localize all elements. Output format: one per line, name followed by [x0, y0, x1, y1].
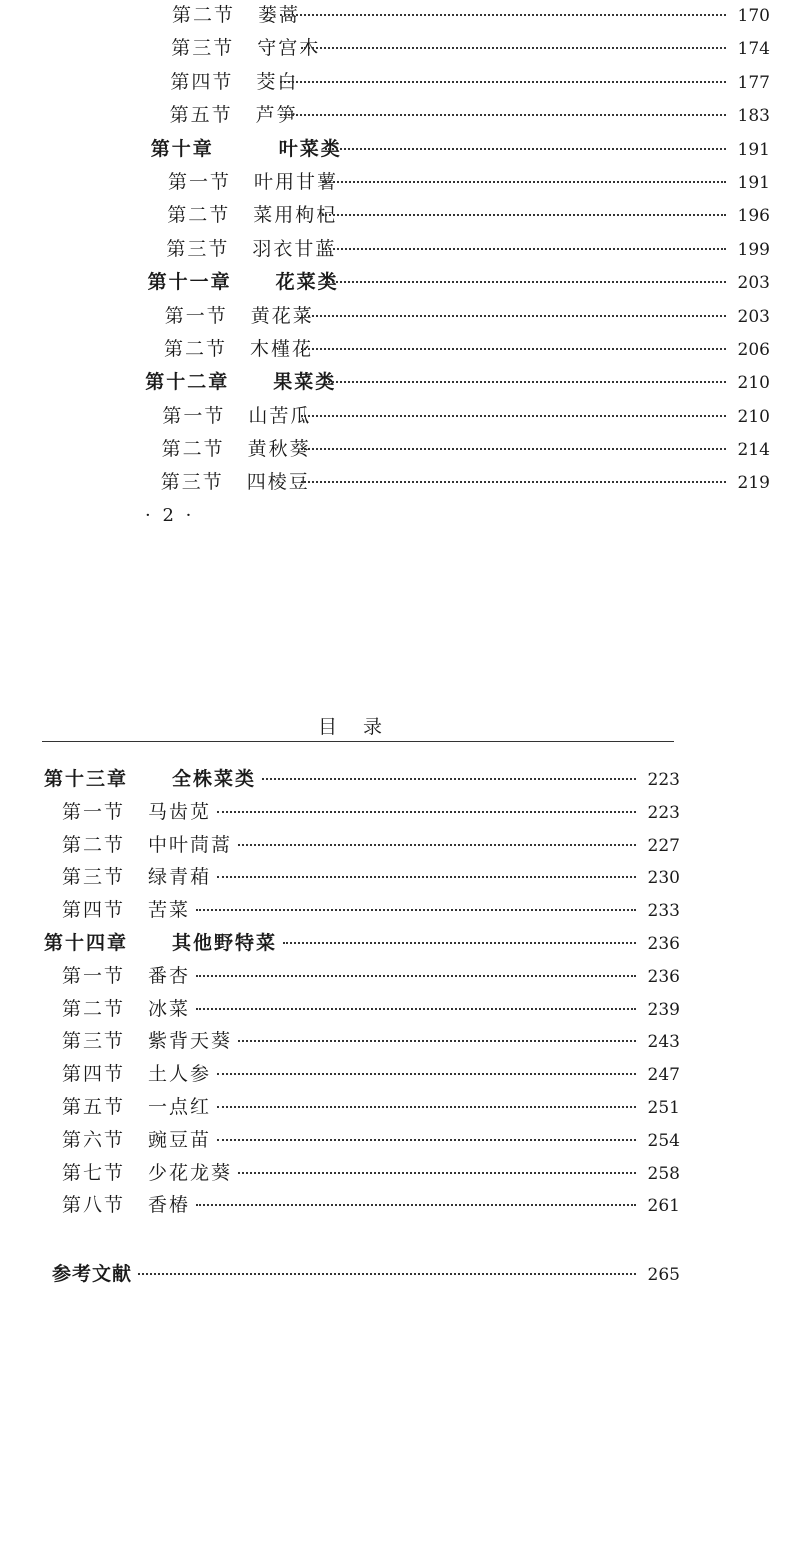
entry-label: [44, 994, 190, 1021]
leader-dots: [238, 1040, 636, 1042]
toc-section-entry: [128, 167, 770, 200]
entry-number: 第五节: [169, 104, 233, 127]
entry-page-number: 210: [737, 406, 770, 427]
entry-title: 香椿: [148, 1194, 191, 1217]
entry-label: [44, 862, 211, 889]
leader-dots: [138, 1273, 636, 1275]
toc-section-entry: [128, 67, 770, 100]
leader-dots: [196, 1008, 636, 1010]
toc-section-entry: [128, 334, 770, 367]
toc-section-entry: [128, 434, 770, 467]
entry-number: 第三节: [160, 471, 224, 494]
entry-page-number: 183: [737, 106, 770, 127]
entry-label: [153, 33, 320, 60]
entry-number: 第三节: [62, 866, 126, 889]
toc-section-entry: [44, 1190, 680, 1223]
entry-number: 第十一章: [147, 271, 232, 294]
entry-number: 第十三章: [44, 768, 129, 790]
entry-title: 叶用甘薯: [254, 170, 339, 193]
leader-dots: [217, 1073, 636, 1075]
toc-section-entry: [44, 895, 680, 928]
entry-number: 第四节: [62, 1063, 126, 1086]
references-title: 参考文献: [52, 1263, 133, 1285]
leader-dots: [301, 448, 726, 450]
toc-section-entry: [44, 830, 680, 863]
entry-label: [146, 334, 313, 361]
entry-label: [149, 200, 337, 227]
entry-page-number: 196: [737, 206, 770, 227]
entry-title: 绿青葙: [148, 866, 212, 889]
entry-page-number: 261: [647, 1196, 680, 1217]
entry-number: 第二节: [161, 438, 225, 461]
entry-title: 木槿花: [250, 337, 314, 360]
entry-label: [145, 367, 336, 394]
entry-page-number: 233: [647, 901, 680, 922]
page-folio: · 2 ·: [145, 505, 195, 526]
leader-dots: [283, 942, 636, 944]
entry-number: 第十二章: [145, 371, 230, 394]
entry-title: 四棱豆: [246, 471, 310, 494]
leader-dots: [301, 348, 726, 350]
entry-page-number: 223: [647, 802, 680, 823]
toc-section-entry: [44, 1059, 680, 1092]
entry-page-number: 170: [737, 6, 770, 26]
entry-page-number: 236: [647, 966, 680, 987]
toc-section-entry: [128, 234, 770, 267]
toc-section-entry: [128, 33, 770, 66]
leader-dots: [280, 114, 726, 116]
entry-label: [144, 401, 311, 428]
entry-page-number: 191: [737, 139, 770, 160]
entry-label: [44, 1026, 232, 1053]
toc-section-entry: [44, 1092, 680, 1125]
toc-chapter-entry: [128, 267, 770, 300]
entry-page-number: 206: [737, 339, 770, 360]
toc-chapter-entry: [128, 367, 770, 400]
leader-dots: [325, 281, 726, 283]
toc-chapter-entry: [44, 928, 680, 961]
leader-dots: [196, 975, 636, 977]
leader-dots: [196, 909, 636, 911]
entry-page-number: 239: [647, 999, 680, 1020]
entry-label: [44, 1158, 232, 1185]
entry-title: 蒌蒿: [258, 4, 301, 26]
entry-title: 少花龙葵: [148, 1161, 233, 1184]
entry-title: 全株菜类: [172, 768, 257, 790]
entry-number: 第八节: [62, 1194, 126, 1217]
leader-dots: [301, 47, 726, 49]
leader-dots: [238, 1172, 636, 1174]
toc-section-entry: [128, 100, 770, 133]
entry-label: [44, 895, 190, 922]
entry-title: 豌豆苗: [148, 1128, 212, 1151]
entry-title: 果菜类: [273, 371, 337, 394]
entry-page-number: 236: [647, 933, 680, 954]
toc-heading: 目录: [318, 716, 409, 738]
leader-dots: [238, 844, 636, 846]
toc-section-entry: [44, 961, 680, 994]
references-page: 265: [647, 1265, 680, 1285]
entry-label: [148, 234, 336, 261]
entry-label: [44, 928, 277, 955]
entry-page-number: 243: [647, 1032, 680, 1053]
leader-dots: [325, 381, 726, 383]
entry-label: [44, 1092, 211, 1119]
entry-title: 中叶茼蒿: [148, 833, 233, 856]
entry-number: 第十章: [150, 137, 214, 160]
entry-label: [152, 100, 298, 127]
entry-page-number: 210: [737, 373, 770, 394]
entry-page-number: 203: [737, 273, 770, 294]
entry-page-number: 203: [737, 306, 770, 327]
entry-number: 第一节: [168, 170, 232, 193]
heading-rule: [42, 741, 674, 742]
leader-dots: [322, 181, 726, 183]
leader-dots: [217, 1106, 636, 1108]
leader-dots: [217, 1139, 636, 1141]
entry-label: [152, 67, 298, 94]
entry-label: [154, 0, 300, 27]
leader-dots: [301, 315, 726, 317]
entry-page-number: 254: [647, 1130, 680, 1151]
leader-dots: [325, 148, 726, 150]
leader-dots: [301, 415, 726, 417]
entry-title: 苦菜: [148, 899, 191, 922]
entry-label: [151, 134, 342, 161]
entry-page-number: 258: [647, 1163, 680, 1184]
entry-number: 第十四章: [44, 931, 129, 954]
entry-label: [44, 797, 211, 824]
toc-section-entry: [44, 797, 680, 830]
entry-title: 冰菜: [148, 997, 191, 1020]
entry-title: 花菜类: [275, 271, 339, 294]
entry-page-number: 227: [647, 835, 680, 856]
entry-page-number: 199: [737, 239, 770, 260]
entry-number: 第一节: [164, 304, 228, 327]
leader-dots: [280, 14, 726, 16]
entry-page-number: 191: [737, 172, 770, 193]
leader-dots: [217, 811, 636, 813]
entry-title: 黄秋葵: [247, 438, 311, 461]
toc-section-entry: [44, 1026, 680, 1059]
entry-number: 第三节: [171, 37, 235, 60]
toc-lower-block: [44, 764, 680, 1223]
entry-page-number: 251: [647, 1097, 680, 1118]
toc-chapter-entry: [44, 764, 680, 797]
leader-dots: [262, 778, 636, 780]
entry-number: 第一节: [62, 964, 126, 987]
toc-section-entry: [44, 994, 680, 1027]
entry-label: [44, 764, 256, 791]
toc-section-entry: [128, 301, 770, 334]
toc-section-entry: [128, 467, 770, 500]
leader-dots: [196, 1204, 636, 1206]
entry-page-number: 230: [647, 868, 680, 889]
entry-label: [147, 301, 314, 328]
toc-upper-block: [128, 0, 770, 501]
entry-number: 第四节: [170, 70, 234, 93]
entry-title: 番杏: [148, 964, 191, 987]
entry-number: 第一节: [162, 404, 226, 427]
toc-chapter-entry: [128, 134, 770, 167]
entry-number: 第三节: [62, 1030, 126, 1053]
entry-label: [44, 961, 190, 988]
entry-label: [44, 830, 232, 857]
leader-dots: [217, 876, 636, 878]
entry-number: 第四节: [62, 899, 126, 922]
entry-title: 土人参: [148, 1063, 212, 1086]
entry-page-number: 177: [737, 72, 770, 93]
entry-number: 第二节: [62, 833, 126, 856]
entry-label: [44, 1125, 211, 1152]
references-entry: [52, 1259, 680, 1286]
entry-title: 叶菜类: [278, 137, 342, 160]
toc-section-entry: [44, 1158, 680, 1191]
entry-number: 第六节: [62, 1128, 126, 1151]
entry-page-number: 247: [647, 1065, 680, 1086]
entry-label: [143, 467, 310, 494]
entry-page-number: 174: [737, 39, 770, 60]
leader-dots: [301, 481, 726, 483]
entry-title: 马齿苋: [148, 800, 212, 823]
entry-title: 守宫木: [257, 37, 321, 60]
entry-number: 第二节: [62, 997, 126, 1020]
entry-title: 菜用枸杞: [253, 204, 338, 227]
entry-page-number: 223: [647, 770, 680, 790]
entry-title: 黄花菜: [250, 304, 314, 327]
leader-dots: [322, 214, 726, 216]
leader-dots: [280, 81, 726, 83]
toc-section-entry: [128, 200, 770, 233]
entry-title: 山苦瓜: [248, 404, 312, 427]
entry-label: [144, 434, 311, 461]
entry-number: 第七节: [62, 1161, 126, 1184]
entry-title: 一点红: [148, 1095, 212, 1118]
entry-page-number: 214: [737, 440, 770, 461]
entry-label: [44, 1190, 190, 1217]
toc-section-entry: [128, 401, 770, 434]
entry-title: 羽衣甘蓝: [252, 237, 337, 260]
entry-number: 第一节: [62, 800, 126, 823]
entry-page-number: 219: [737, 473, 770, 494]
toc-section-entry: [128, 0, 770, 33]
entry-label: [150, 167, 338, 194]
entry-title: 其他野特菜: [172, 931, 278, 954]
leader-dots: [322, 248, 726, 250]
entry-number: 第二节: [167, 204, 231, 227]
entry-number: 第五节: [62, 1095, 126, 1118]
entry-title: 芦笋: [255, 104, 298, 127]
entry-title: 紫背天葵: [148, 1030, 233, 1053]
entry-number: 第二节: [164, 337, 228, 360]
entry-number: 第三节: [166, 237, 230, 260]
toc-section-entry: [44, 1125, 680, 1158]
toc-section-entry: [44, 862, 680, 895]
entry-label: [148, 267, 339, 294]
entry-title: 茭白: [256, 70, 299, 93]
entry-number: 第二节: [172, 4, 236, 26]
entry-label: [44, 1059, 211, 1086]
